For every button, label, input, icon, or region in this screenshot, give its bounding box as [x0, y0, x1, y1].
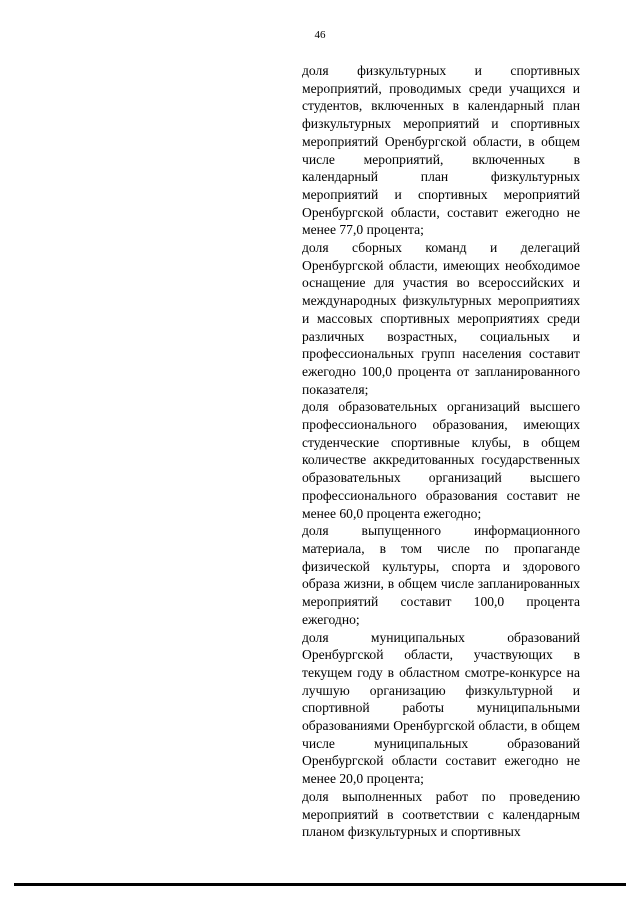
paragraph-indicator-teams-equipment: доля сборных команд и делегаций Оренбургской области, имеющих необходимое оснащение для участия во всероссийских и международных физкультурных мероприятиях и массовых спортивных мероприятиях среди различных возрастных, социальных и профессиональных групп населения составит ежегодно 100,0 процента от запланированного показателя; — [302, 240, 580, 397]
paragraph-indicator-municipal-contest: доля муниципальных образований Оренбургской области, участвующих в текущем году в областном смотре-конкурсе на лучшую организацию физкультурной и спортивной работы муниципальными образованиями Оренбургской области, в общем числе муниципальных образований Оренбургской области составит ежегодно не менее 20,0 процента; — [302, 629, 580, 787]
paragraph-indicator-completed-works: доля выполненных работ по проведению мероприятий в соответствии с календарным планом физкультурных и спортивных — [302, 788, 580, 840]
page-number: 46 — [314, 29, 326, 41]
bottom-divider — [14, 883, 626, 886]
paragraph-indicator-student-sport-clubs: доля образовательных организаций высшего профессионального образования, имеющих студенческие спортивные клубы, в общем количестве аккредитованных государственных образовательных организаций высшего профессионального образования составит не менее 60,0 процента ежегодно; — [302, 399, 580, 521]
paragraph-indicator-information-material: доля выпущенного информационного материала, в том числе по пропаганде физической культуры, спорта и здорового образа жизни, в общем числе запланированных мероприятий составит 100,0 процента ежегодно; — [302, 523, 580, 627]
paragraph-indicator-student-events: доля физкультурных и спортивных мероприятий, проводимых среди учащихся и студентов, включенных в календарный план физкультурных мероприятий и спортивных мероприятий Оренбургской области, в общем числе мероприятий, включенных в календарный план физкультурных мероприятий и спортивных мероприятий Оренбургской области, составит ежегодно не менее 77,0 процента; — [302, 63, 580, 238]
text-column — [302, 62, 580, 841]
